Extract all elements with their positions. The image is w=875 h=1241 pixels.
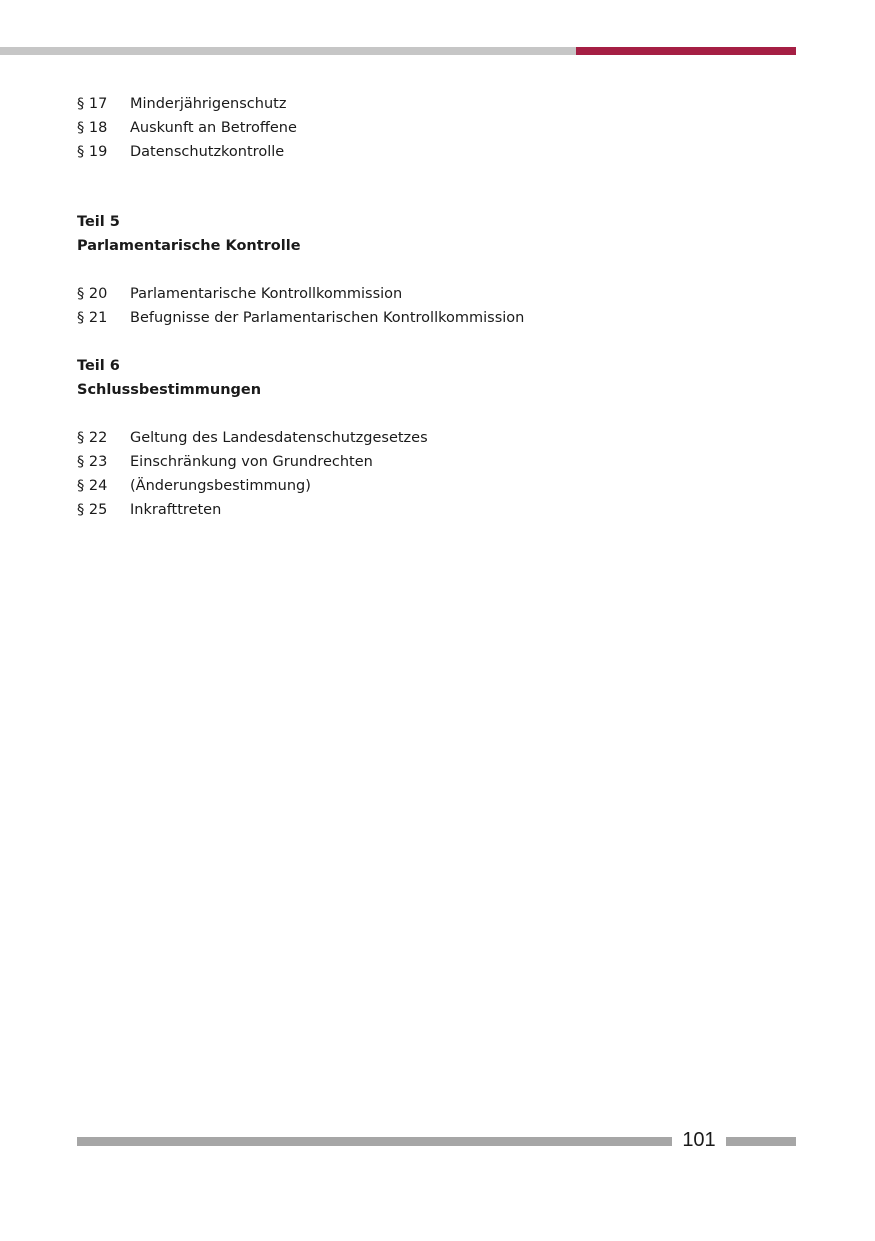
toc-entry	[77, 450, 797, 474]
paragraph-title: Datenschutzkontrolle	[130, 144, 285, 160]
footer-rule-right	[726, 1137, 796, 1146]
toc-entry	[77, 116, 797, 140]
part-title: Schlussbestimmungen	[77, 382, 262, 398]
paragraph-number: § 22	[77, 430, 108, 446]
toc-entry	[77, 306, 797, 330]
toc-entry	[77, 282, 797, 306]
toc-entry	[77, 140, 797, 164]
paragraph-title: Parlamentarische Kontrollkommission	[130, 286, 403, 302]
paragraph-number: § 24	[77, 478, 108, 494]
part-title: Parlamentarische Kontrolle	[77, 238, 301, 254]
paragraph-number: § 17	[77, 96, 108, 112]
paragraph-title: Inkrafttreten	[130, 502, 222, 518]
page-number: 101	[682, 1129, 716, 1151]
paragraph-title: Minderjährigenschutz	[130, 96, 287, 112]
header-rule-gray	[0, 47, 576, 55]
paragraph-title: Einschränkung von Grundrechten	[130, 454, 373, 470]
paragraph-title: Geltung des Landesdatenschutzgesetzes	[130, 430, 428, 446]
paragraph-number: § 25	[77, 502, 108, 518]
paragraph-number: § 18	[77, 120, 108, 136]
toc-entry	[77, 92, 797, 116]
toc-entry	[77, 426, 797, 450]
part-label: Teil 6	[77, 358, 120, 374]
paragraph-number: § 23	[77, 454, 108, 470]
table-of-contents	[77, 92, 797, 522]
footer-rule-left	[77, 1137, 672, 1146]
paragraph-title: Befugnisse der Parlamentarischen Kontrollkommission	[130, 310, 525, 326]
header-rule-accent	[576, 47, 796, 55]
part-label: Teil 5	[77, 214, 120, 230]
paragraph-number: § 19	[77, 144, 108, 160]
paragraph-number: § 20	[77, 286, 108, 302]
paragraph-number: § 21	[77, 310, 108, 326]
paragraph-title: (Änderungsbestimmung)	[130, 478, 311, 494]
paragraph-title: Auskunft an Betroffene	[130, 120, 297, 136]
toc-entry	[77, 474, 797, 498]
toc-entry	[77, 498, 797, 522]
